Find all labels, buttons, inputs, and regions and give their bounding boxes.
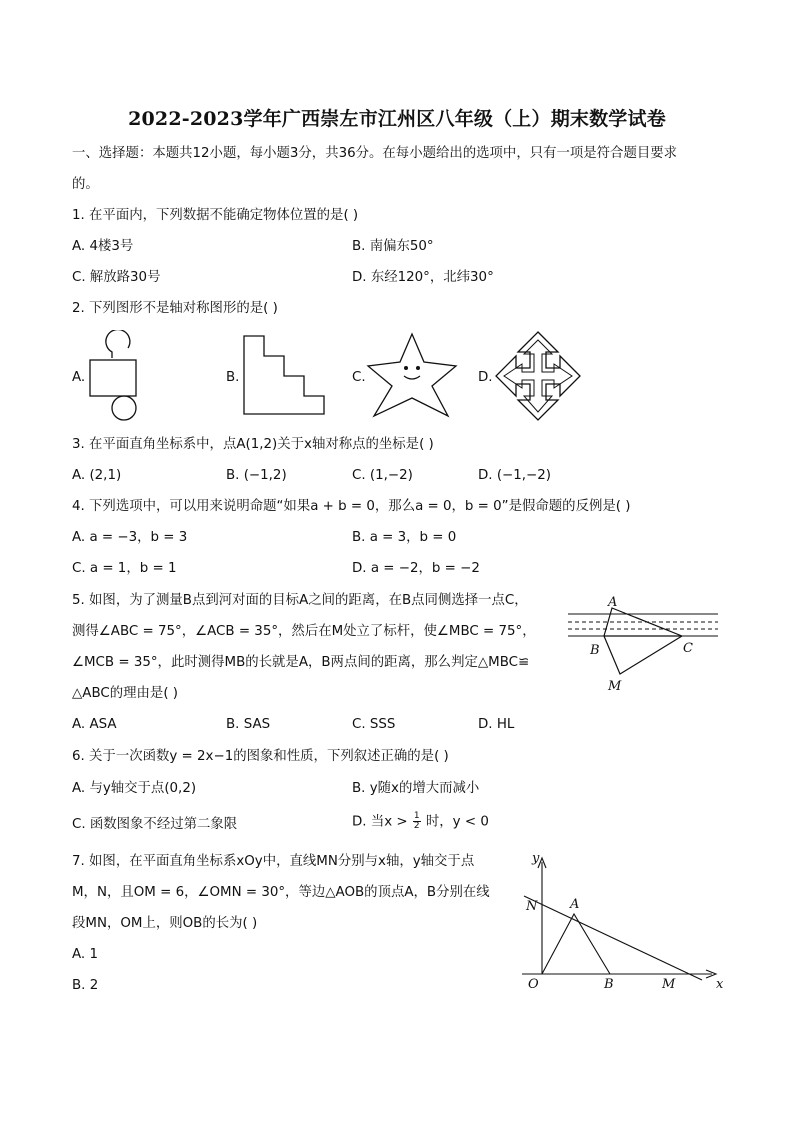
q3-option-c: C. (1,−2) [352, 468, 413, 483]
q1-option-c: C. 解放路30号 [72, 270, 161, 285]
q3-option-a: A. (2,1) [72, 468, 122, 483]
exam-title: 2022-2023学年广西崇左市江州区八年级（上）期末数学试卷 [128, 108, 666, 130]
q7-label-a: A [570, 897, 580, 912]
q4-option-d: D. a = −2，b = −2 [352, 561, 480, 576]
q1-option-d: D. 东经120°，北纬30° [352, 270, 494, 285]
q3-option-b: B. (−1,2) [226, 468, 287, 483]
q4-option-c: C. a = 1，b = 1 [72, 561, 177, 576]
q6-option-a: A. 与y轴交于点(0,2) [72, 781, 197, 796]
q7-label-m: M [662, 977, 676, 992]
q5-option-b: B. SAS [226, 717, 271, 732]
fraction-numerator: 1 [413, 811, 420, 821]
q6-option-d-fraction [413, 812, 421, 831]
q2-figure-d-arrows [494, 330, 582, 422]
q7-label-x: x [716, 977, 724, 992]
fraction-denominator: 2 [413, 821, 420, 831]
q2-figure-a [84, 330, 144, 422]
q1-stem: 1. 在平面内，下列数据不能确定物体位置的是( ) [72, 208, 359, 223]
q5-line-4: △ABC的理由是( ) [72, 686, 179, 701]
q5-line-3: ∠MCB = 35°，此时测得MB的长就是A，B两点间的距离，那么判定△MBC≌ [72, 655, 530, 670]
q5-line-1: 5. 如图，为了测量B点到河对面的目标A之间的距离，在B点同侧选择一点C， [72, 593, 528, 608]
q2-option-c: C. [352, 370, 366, 385]
q2-option-b: B. [226, 370, 240, 385]
q5-label-c: C [683, 641, 693, 656]
q6-option-d-pre: D. 当x > [352, 814, 408, 830]
q2-option-a: A. [72, 370, 86, 385]
q7-label-o: O [528, 977, 539, 992]
q7-line-3: 段MN，OM上，则OB的长为( ) [72, 916, 258, 931]
q2-figure-c-star [366, 330, 462, 420]
q1-option-a: A. 4楼3号 [72, 239, 134, 254]
q5-river-figure [562, 592, 724, 694]
q4-option-b: B. a = 3，b = 0 [352, 530, 457, 545]
q6-option-b: B. y随x的增大而减小 [352, 781, 480, 796]
q4-option-a: A. a = −3，b = 3 [72, 530, 188, 545]
q1-option-b: B. 南偏东50° [352, 239, 434, 254]
q5-option-a: A. ASA [72, 717, 117, 732]
q5-option-c: C. SSS [352, 717, 396, 732]
q5-label-m: M [608, 679, 622, 694]
q6-option-d [352, 812, 489, 832]
q7-option-a: A. 1 [72, 947, 98, 962]
section-heading: 一、选择题：本题共12小题，每小题3分，共36分。在每小题给出的选项中，只有一项是符合题目要求 [72, 146, 678, 161]
q5-option-d: D. HL [478, 717, 515, 732]
q3-stem: 3. 在平面直角坐标系中，点A(1,2)关于x轴对称点的坐标是( ) [72, 437, 434, 452]
q3-option-d: D. (−1,−2) [478, 468, 552, 483]
q7-line-1: 7. 如图，在平面直角坐标系xOy中，直线MN分别与x轴，y轴交于点 [72, 854, 475, 869]
section-heading-cont: 的。 [72, 177, 99, 192]
q6-stem: 6. 关于一次函数y = 2x−1的图象和性质，下列叙述正确的是( ) [72, 749, 449, 764]
q4-stem: 4. 下列选项中，可以用来说明命题“如果a + b = 0，那么a = 0，b = 0”是假命题的反例是( ) [72, 499, 631, 514]
q2-stem: 2. 下列图形不是轴对称图形的是( ) [72, 301, 278, 316]
q7-label-y: y [532, 851, 540, 866]
q7-coordinate-figure [518, 850, 728, 996]
q5-label-a: A [608, 595, 618, 610]
q7-line-2: M，N，且OM = 6，∠OMN = 30°，等边△AOB的顶点A，B分别在线 [72, 885, 490, 900]
q5-line-2: 测得∠ABC = 75°，∠ACB = 35°，然后在M处立了标杆，使∠MBC = 75°， [72, 624, 536, 639]
q7-label-n: N [526, 899, 538, 914]
q7-option-b: B. 2 [72, 978, 99, 993]
q6-option-c: C. 函数图象不经过第二象限 [72, 817, 238, 832]
q7-label-b: B [604, 977, 614, 992]
q6-option-d-post: 时，y < 0 [425, 814, 489, 830]
q2-figure-b [240, 334, 330, 418]
q5-label-b: B [590, 643, 600, 658]
q2-option-d: D. [478, 370, 493, 385]
